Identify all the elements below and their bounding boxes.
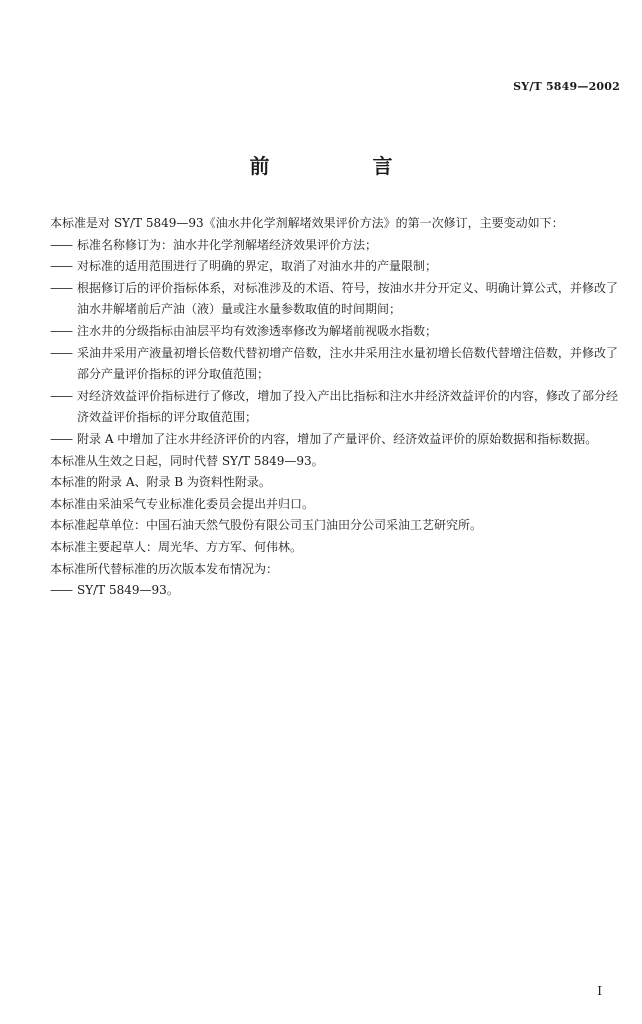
change-item-6 xyxy=(50,386,618,429)
dash: —— xyxy=(50,345,72,360)
statement-drafters: 本标准主要起草人：周光华、方方军、何伟林。 xyxy=(50,539,303,554)
change-text: 对经济效益评价指标进行了修改，增加了投入产出比指标和注水井经济效益评价的内容，修改了部分经济效益评价指标的评分取值范围； xyxy=(77,388,618,425)
change-item-7 xyxy=(50,429,618,451)
statement-appendix: 本标准的附录 A、附录 B 为资料性附录。 xyxy=(50,475,271,490)
statement-supersedes: 本标准从生效之日起，同时代替 SY/T 5849—93。 xyxy=(50,453,324,468)
change-text: 对标准的适用范围进行了明确的界定，取消了对油水井的产量限制； xyxy=(77,259,438,274)
document-body xyxy=(50,213,618,602)
history-item xyxy=(50,580,618,602)
page-title: 前 言 xyxy=(249,154,441,178)
dash: —— xyxy=(50,323,72,338)
change-item-3 xyxy=(50,278,618,321)
dash: —— xyxy=(50,431,72,446)
intro-paragraph: 本标准是对 SY/T 5849—93《油水井化学剂解堵效果评价方法》的第一次修订，主要变动如下： xyxy=(50,216,564,230)
dash: —— xyxy=(50,583,72,598)
statement-drafting-unit: 本标准起草单位：中国石油天然气股份有限公司玉门油田分公司采油工艺研究所。 xyxy=(50,518,483,533)
statement-proposer: 本标准由采油采气专业标准化委员会提出并归口。 xyxy=(50,496,315,511)
dash: —— xyxy=(50,280,72,295)
dash: —— xyxy=(50,237,72,252)
change-text: 附录 A 中增加了注水井经济评价的内容，增加了产量评价、经济效益评价的原始数据和指标数据。 xyxy=(77,431,598,446)
change-text: 根据修订后的评价指标体系，对标准涉及的术语、符号，按油水井分开定义、明确计算公式，并修改了油水井解堵前后产油（液）量或注水量参数取值的时间期间； xyxy=(77,280,618,317)
change-item-4 xyxy=(50,321,618,343)
history-text: SY/T 5849—93。 xyxy=(77,583,179,598)
statement-history-intro: 本标准所代替标准的历次版本发布情况为： xyxy=(50,561,279,576)
change-text: 采油井采用产液量初增长倍数代替初增产倍数，注水井采用注水量初增长倍数代替增注倍数，并修改了部分产量评价指标的评分取值范围； xyxy=(77,345,618,382)
change-item-5 xyxy=(50,343,618,386)
dash: —— xyxy=(50,259,72,274)
dash: —— xyxy=(50,388,72,403)
change-text: 标准名称修订为：油水井化学剂解堵经济效果评价方法； xyxy=(77,237,378,252)
standard-code: SY/T 5849—2002 xyxy=(513,80,620,93)
change-item-2 xyxy=(50,256,618,278)
page-number: I xyxy=(597,984,602,998)
change-item-1 xyxy=(50,235,618,257)
change-text: 注水井的分级指标由油层平均有效渗透率修改为解堵前视吸水指数； xyxy=(77,323,438,338)
